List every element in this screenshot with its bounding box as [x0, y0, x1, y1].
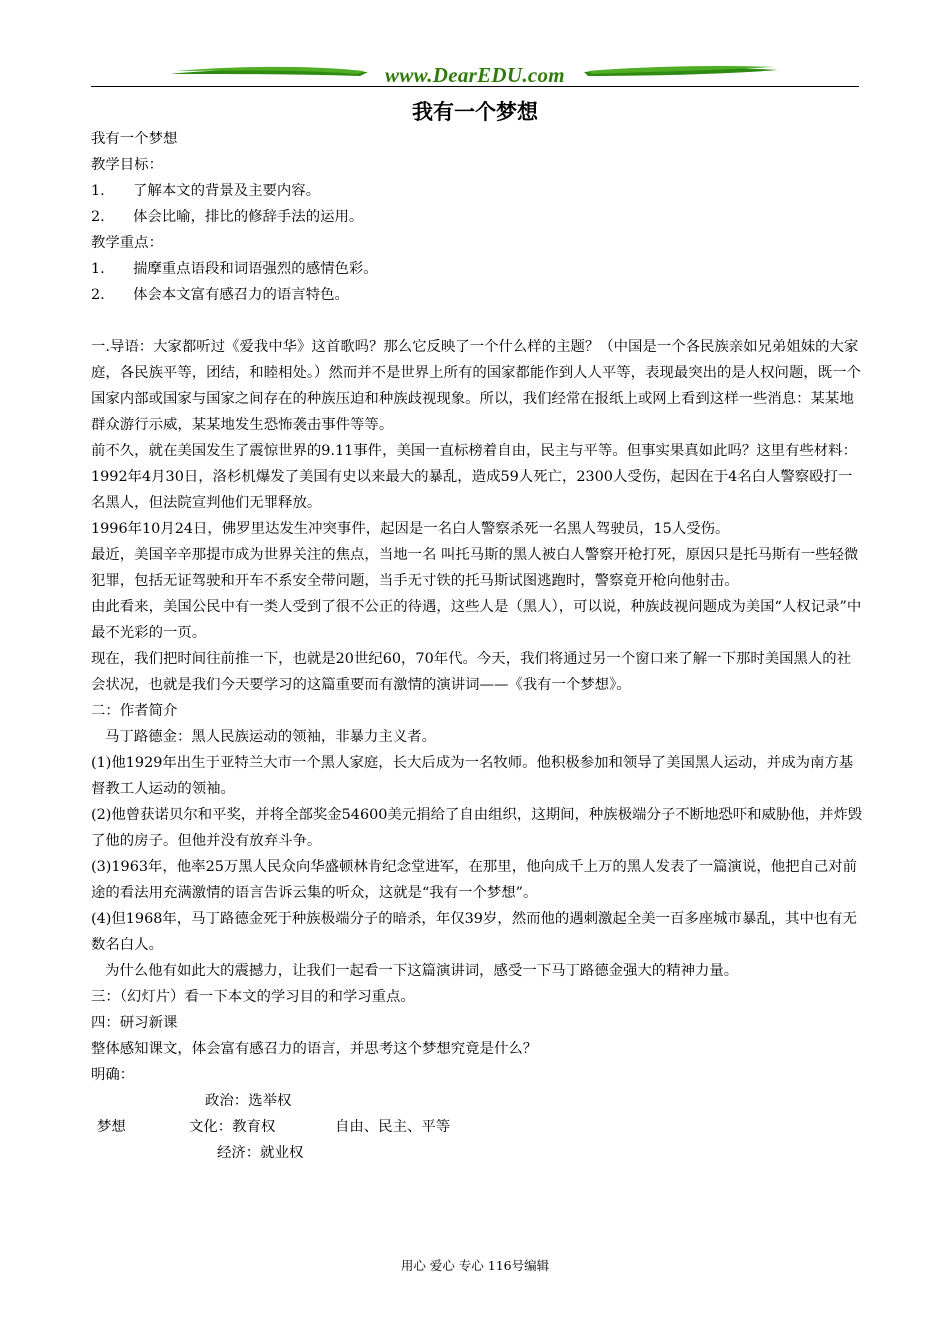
paragraph: (3)1963年，他率25万黑人民众向华盛顿林肯纪念堂进军，在那里，他向成千上万的黑人发表了一篇演说，他把自己对前途的看法用充满激情的语言告诉云集的听众，这就是“我有一个梦想”。 — [91, 859, 858, 901]
paragraph: 最近，美国辛辛那提市成为世界关注的焦点，当地一名 叫托马斯的黑人被白人警察开枪打死，原因只是托马斯有一些轻微犯罪，包括无证驾驶和开车不系安全带问题，当手无寸铁的托马斯试图逃跑时，警察竟开枪向他射击。 — [91, 547, 859, 589]
list-number: 1. — [91, 261, 105, 277]
document-body — [91, 126, 863, 1166]
paragraph: 现在，我们把时间往前推一下，也就是20世纪60，70年代。今天，我们将通过另一个窗口来了解一下那时美国黑人的社会状况，也就是我们今天要学习的这篇重要而有激情的演讲词——《我有一个梦想》。 — [91, 651, 852, 693]
paragraph: 整体感知课文，体会富有感召力的语言，并思考这个梦想究竟是什么？ — [91, 1041, 538, 1057]
mind-map-root: 梦想 — [97, 1119, 126, 1135]
list-number: 2. — [91, 287, 105, 303]
dream-mind-map — [91, 1088, 863, 1166]
mind-map-economy: 经济：就业权 — [217, 1145, 304, 1161]
paragraph: 1992年4月30日，洛杉机爆发了美国有史以来最大的暴乱，造成59人死亡，2300人受伤，起因在于4名白人警察殴打一名黑人，但法院宣判他们无罪释放。 — [91, 469, 853, 511]
section-heading: 四：研习新课 — [91, 1015, 178, 1031]
mind-map-values: 自由、民主、平等 — [335, 1119, 451, 1135]
spacer — [91, 308, 863, 334]
list-number: 1. — [91, 183, 105, 199]
paragraph: (1)他1929年出生于亚特兰大市一个黑人家庭，长大后成为一名牧师。他积极参加和领导了美国黑人运动，并成为南方基督教工人运动的领袖。 — [91, 755, 854, 797]
paragraph: 马丁路德金：黑人民族运动的领袖，非暴力主义者。 — [105, 729, 436, 745]
mind-map-culture: 文化：教育权 — [189, 1119, 276, 1135]
section-heading: 三：（幻灯片）看一下本文的学习目的和学习重点。 — [91, 989, 415, 1005]
list-item: 1. 揣摩重点语段和词语强烈的感情色彩。 — [91, 256, 863, 282]
header-divider — [91, 86, 859, 87]
list-number: 2. — [91, 209, 105, 225]
paragraph: 为什么他有如此大的震撼力，让我们一起看一下这篇演讲词，感受一下马丁路德金强大的精神力量。 — [105, 963, 739, 979]
paragraph: 由此看来，美国公民中有一类人受到了很不公正的待遇，这些人是（黑人），可以说，种族歧视问题成为美国“人权记录”中最不光彩的一页。 — [91, 599, 862, 641]
mind-map-politics: 政治：选举权 — [205, 1093, 292, 1109]
objectives-heading: 教学目标： — [91, 157, 163, 173]
site-url-logo: www.DearEDU.com — [385, 63, 565, 87]
section-heading: 二：作者简介 — [91, 703, 178, 719]
document-title: 我有一个梦想 — [412, 100, 538, 124]
list-item: 2. 体会本文富有感召力的语言特色。 — [91, 282, 863, 308]
focus-heading: 教学重点： — [91, 235, 163, 251]
paragraph: 1996年10月24日，佛罗里达发生冲突事件，起因是一名白人警察杀死一名黑人驾驶员，15人受伤。 — [91, 521, 730, 537]
paragraph: (4)但1968年，马丁路德金死于种族极端分子的暗杀，年仅39岁，然而他的遇刺激起全美一百多座城市暴乱，其中也有无数名白人。 — [91, 911, 858, 953]
paragraph: 前不久，就在美国发生了震惊世界的9.11事件，美国一直标榜着自由，民主与平等。但事实果真如此吗？这里有些材料： — [91, 443, 857, 459]
paragraph: 一.导语：大家都听过《爱我中华》这首歌吗？那么它反映了一个什么样的主题？（中国是一个各民族亲如兄弟姐妹的大家庭，各民族平等，团结，和睦相处。）然而并不是世界上所有的国家都能作到人人平等，表现最突出的是人权问题，既一个国家内部或国家与国家之间存在的种族压迫和种族歧视现象。所以，我们经常在报纸上或网上看到这样一些消息：某某地群众游行示威，某某地发生恐怖袭击事件等等。 — [91, 339, 861, 433]
paragraph: (2)他曾获诺贝尔和平奖，并将全部奖金54600美元捐给了自由组织，这期间，种族极端分子不断地恐吓和威胁他，并炸毁了他的房子。但他并没有放弃斗争。 — [91, 807, 863, 849]
list-item: 1. 了解本文的背景及主要内容。 — [91, 178, 863, 204]
intro-heading: 我有一个梦想 — [91, 131, 178, 147]
paragraph: 明确： — [91, 1067, 135, 1083]
list-item: 2. 体会比喻，排比的修辞手法的运用。 — [91, 204, 863, 230]
page-footer: 用心 爱心 专心 116号编辑 — [400, 1258, 550, 1273]
